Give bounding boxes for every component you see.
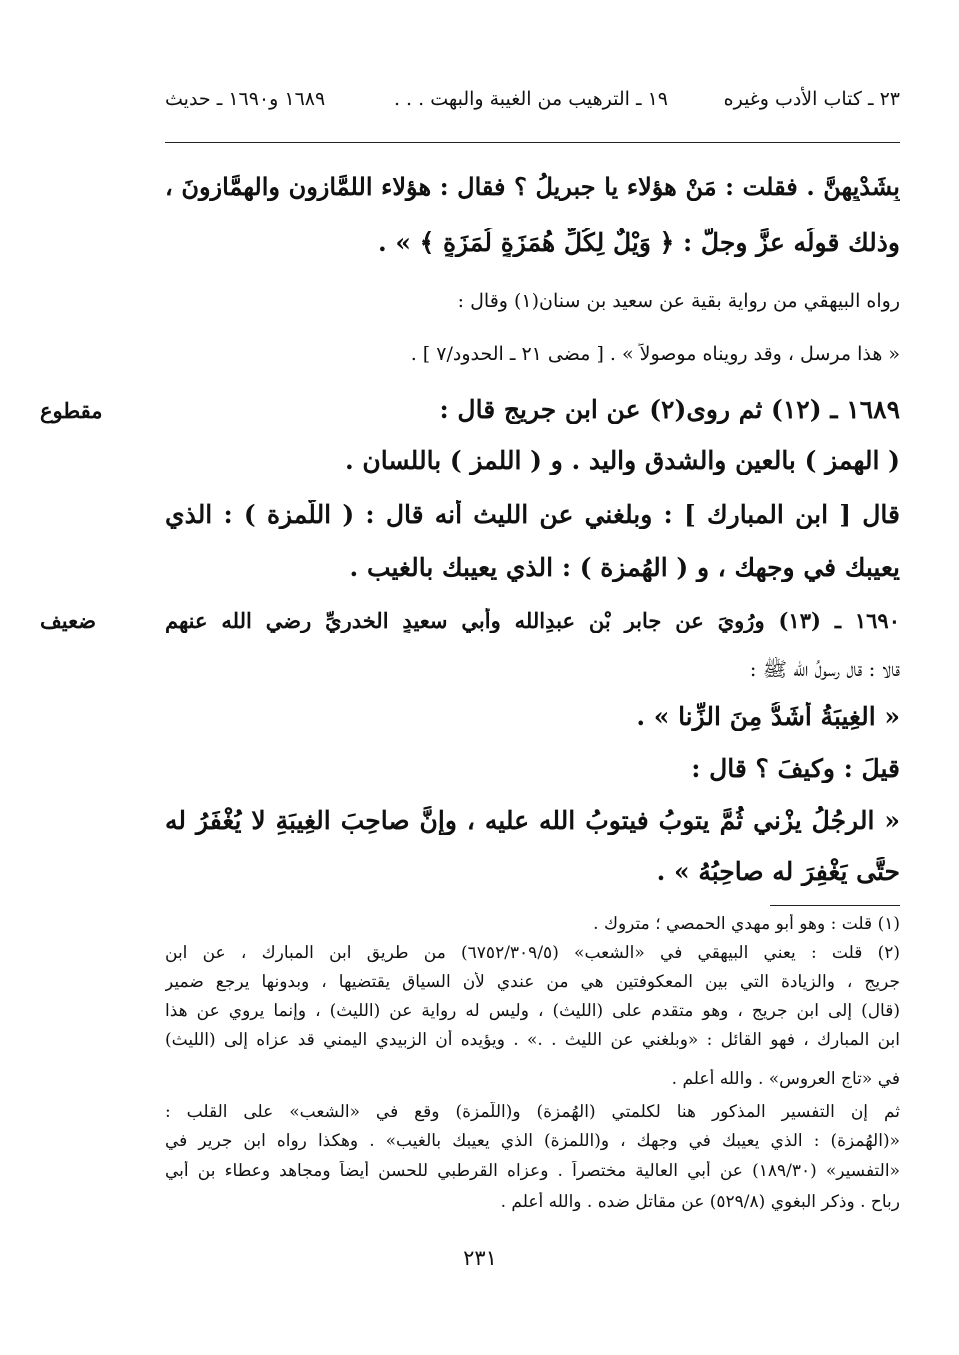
body-line: قال [ ابن المبارك ] : وبلغني عن الليث أنه قال : ( اللُّمزة ) : الذي: [165, 500, 900, 529]
header-hadith-range: ١٦٨٩ و١٦٩٠ ـ حديث: [165, 88, 326, 110]
footnote-line: في «تاج العروس» . والله أعلم .: [671, 1069, 900, 1089]
hadith-1689-heading: ١٦٨٩ ـ (١٢) ثم روى(٢) عن ابن جريج قال :: [439, 395, 900, 424]
body-line: ( الهمز ) بالعين والشدق واليد . و ( اللمز ) باللسان .: [345, 446, 900, 475]
footnote-line: (١) قلت : وهو أبو مهدي الحمصي ؛ متروك .: [593, 914, 900, 934]
grade-label-maqtu: مقطوع: [40, 398, 103, 423]
footnote-line: ابن المبارك ، فهو القائل : «وبلغني عن الليث . .» . ويؤيده أن الزبيدي اليمني قد عزاه إلى (الليث): [165, 1030, 900, 1050]
hadith-text: « الرجُلُ يزْني ثُمَّ يتوبُ فيتوبُ الله عليه ، وإنَّ صاحِبَ الغِيبَةِ لا يُغْفَرُ له: [165, 806, 900, 835]
hadith-1690-heading: ١٦٩٠ ـ (١٣) ورُوِيَ عن جابرِ بْنِ عبدِالله وأبي سعيدٍ الخدريِّ رضي الله عنهم: [165, 608, 900, 633]
header-chapter-title: ١٩ ـ الترهيب من الغيبة والبهت . . .: [393, 88, 668, 110]
footnote-rule: [770, 905, 900, 906]
footnote-line: (٢) قلت : يعني البيهقي في «الشعب» (٦٧٥٢/٣٠٩/٥) من طريق ابن المبارك ، عن ابن: [165, 943, 900, 963]
body-line: بِشَدْيِهِنَّ . فقلت : مَنْ هؤلاء يا جبريلُ ؟ فقال : هؤلاء اللمَّازون والهمَّازونَ ،: [165, 172, 900, 201]
hadith-text: « الغِيبَةُ أشَدُّ مِنَ الزِّنا » .: [636, 702, 900, 731]
footnote-line: (قال) إلى ابن جريج ، وهو متقدم على (الليث) ، وليس له رواية عن (الليث) ، وإنما يروي عن هذا: [165, 1001, 900, 1021]
footnote-line: رباح . وذكر البغوي (٥٢٩/٨) عن مقاتل ضده . والله أعلم .: [500, 1192, 900, 1212]
footnote-line: ثم إن التفسير المذكور هنا لكلمتي (الهُمزة) و(اللُّمزة) وقع في «الشعب» على القلب :: [165, 1102, 900, 1122]
body-line: « هذا مرسل ، وقد رويناه موصولاً » . [ مضى ٢١ ـ الحدود/٧ ] .: [410, 343, 900, 365]
running-header: [165, 88, 900, 122]
body-line: قيلَ : وكيفَ ؟ قال :: [691, 754, 900, 783]
body-line: يعيبك في وجهك ، و ( الهُمزة ) : الذي يعيبك بالغيب .: [349, 553, 900, 582]
body-line: قالا : قال رسولُ الله ﷺ :: [749, 657, 900, 681]
body-line: وذلك قولُه عزَّ وجلَّ : ﴿ وَيْلٌ لِكُلِّ هُمَزَةٍ لُمَزَةٍ ﴾ » .: [377, 228, 900, 257]
page-number: ٢٣١: [463, 1246, 497, 1270]
footnote-line: جريج ، والزيادة التي بين المعكوفتين هي من عندي لأن السياق يقتضيها ، وبدونها يرجع ضمير: [165, 972, 900, 992]
grade-label-daif: ضعيف: [40, 608, 97, 633]
header-book-title: ٢٣ ـ كتاب الأدب وغيره: [723, 88, 900, 110]
body-line: رواه البيهقي من رواية بقية عن سعيد بن سنان(١) وقال :: [457, 290, 900, 312]
footnote-line: «التفسير» (١٨٩/٣٠) عن أبي العالية مختصراً . وعزاه القرطبي للحسن أيضاً ومجاهد وعطاء بن أبي: [165, 1161, 900, 1181]
hadith-text: حتَّى يَغْفِرَ له صاحِبُهُ » .: [656, 857, 900, 886]
header-rule: [165, 142, 900, 143]
footnote-line: «(الهُمزة) : الذي يعيبك في وجهك ، و(اللمزة) الذي يعيبك بالغيب» . وهكذا رواه ابن جرير في: [165, 1131, 900, 1151]
